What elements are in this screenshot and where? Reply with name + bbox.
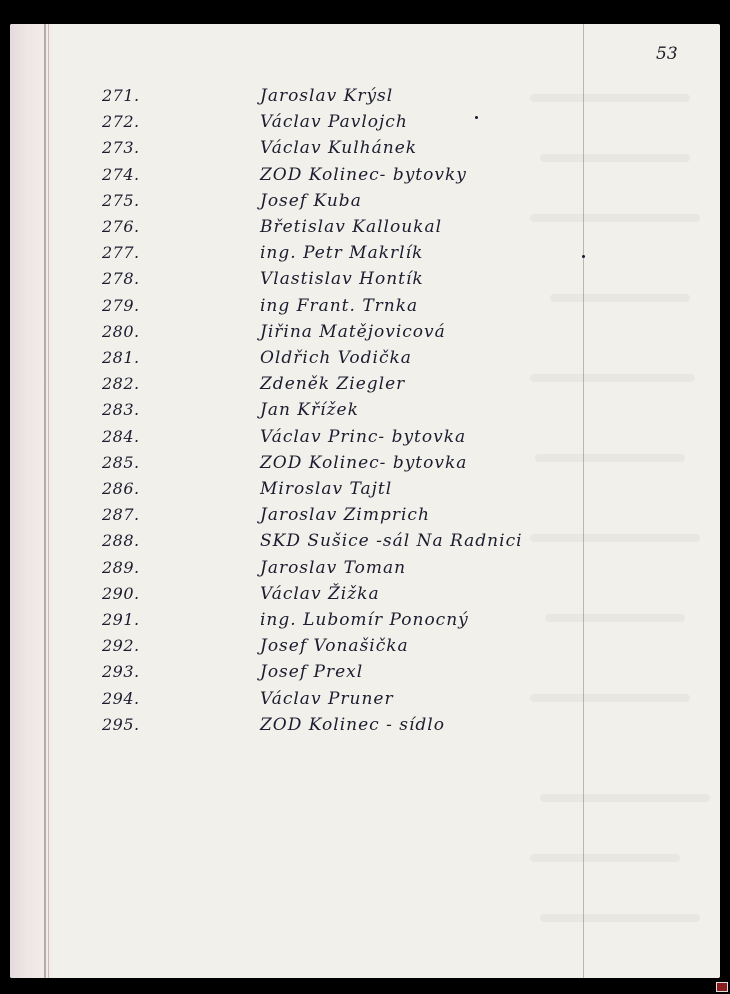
entry-name: Josef Vonašička (260, 636, 409, 657)
entry-number: 274. (102, 164, 140, 184)
entry-name: Oldřich Vodička (260, 348, 412, 368)
entry-number: 281. (102, 348, 140, 367)
entry-number: 278. (102, 269, 140, 289)
entry-name: Jiřina Matějovicová (260, 321, 446, 342)
entry-number: 271. (102, 86, 140, 105)
entry-number: 280. (102, 321, 140, 341)
entry-number: 283. (102, 400, 140, 420)
entry-name: ing. Lubomír Ponocný (260, 610, 469, 630)
entry-name: ing. Petr Makrlík (260, 243, 424, 264)
entry-number: 284. (102, 426, 140, 446)
entry-number: 286. (102, 479, 140, 498)
entry-name: ing Frant. Trnka (260, 295, 419, 316)
entry-name: Zdeněk Ziegler (260, 374, 406, 395)
binding-line (44, 24, 46, 978)
entry-number: 289. (102, 557, 140, 577)
entry-number: 292. (102, 636, 140, 656)
entry-number: 295. (102, 714, 140, 734)
notebook-page (10, 24, 720, 978)
entry-number: 294. (102, 688, 140, 708)
entry-name: Jaroslav Krýsl (260, 86, 394, 106)
entry-number: 272. (102, 112, 140, 132)
entry-name: Jaroslav Zimprich (260, 505, 430, 526)
entry-name: Václav Pruner (260, 688, 394, 709)
entry-number: 287. (102, 505, 140, 525)
entry-name: Václav Pavlojch (260, 112, 408, 133)
entry-name: ZOD Kolinec - sídlo (260, 714, 445, 735)
entry-name: ZOD Kolinec- bytovky (260, 164, 467, 185)
entry-name: Miroslav Tajtl (260, 479, 393, 499)
entry-number: 277. (102, 243, 140, 263)
reverse-side-show-through (530, 94, 720, 954)
entry-name: Václav Princ- bytovka (260, 426, 467, 447)
entry-number: 290. (102, 583, 140, 603)
entry-name: Václav Kulhánek (260, 138, 418, 159)
entry-number: 285. (102, 452, 140, 472)
entry-number: 293. (102, 662, 140, 682)
page-number: 53 (656, 44, 678, 64)
entry-name: Josef Kuba (260, 190, 362, 211)
entry-name: Václav Žižka (260, 583, 380, 604)
entry-number: 276. (102, 217, 140, 236)
entry-name: Josef Prexl (260, 662, 364, 683)
ink-dot (475, 116, 478, 119)
entry-number: 273. (102, 138, 140, 158)
entry-number: 288. (102, 531, 140, 551)
entry-number: 275. (102, 190, 140, 210)
binding-line-inner (48, 24, 49, 978)
entry-name: ZOD Kolinec- bytovka (260, 452, 468, 473)
entry-name: SKD Sušice -sál Na Radnici (260, 531, 523, 552)
entry-name: Jan Křížek (260, 400, 359, 421)
entry-number: 291. (102, 610, 140, 629)
corner-mark (716, 982, 728, 992)
ink-dot (582, 255, 585, 258)
entry-number: 282. (102, 374, 140, 394)
entry-name: Břetislav Kalloukal (260, 217, 443, 237)
entry-number: 279. (102, 295, 140, 315)
entry-name: Vlastislav Hontík (260, 269, 424, 290)
entry-name: Jaroslav Toman (260, 557, 407, 578)
